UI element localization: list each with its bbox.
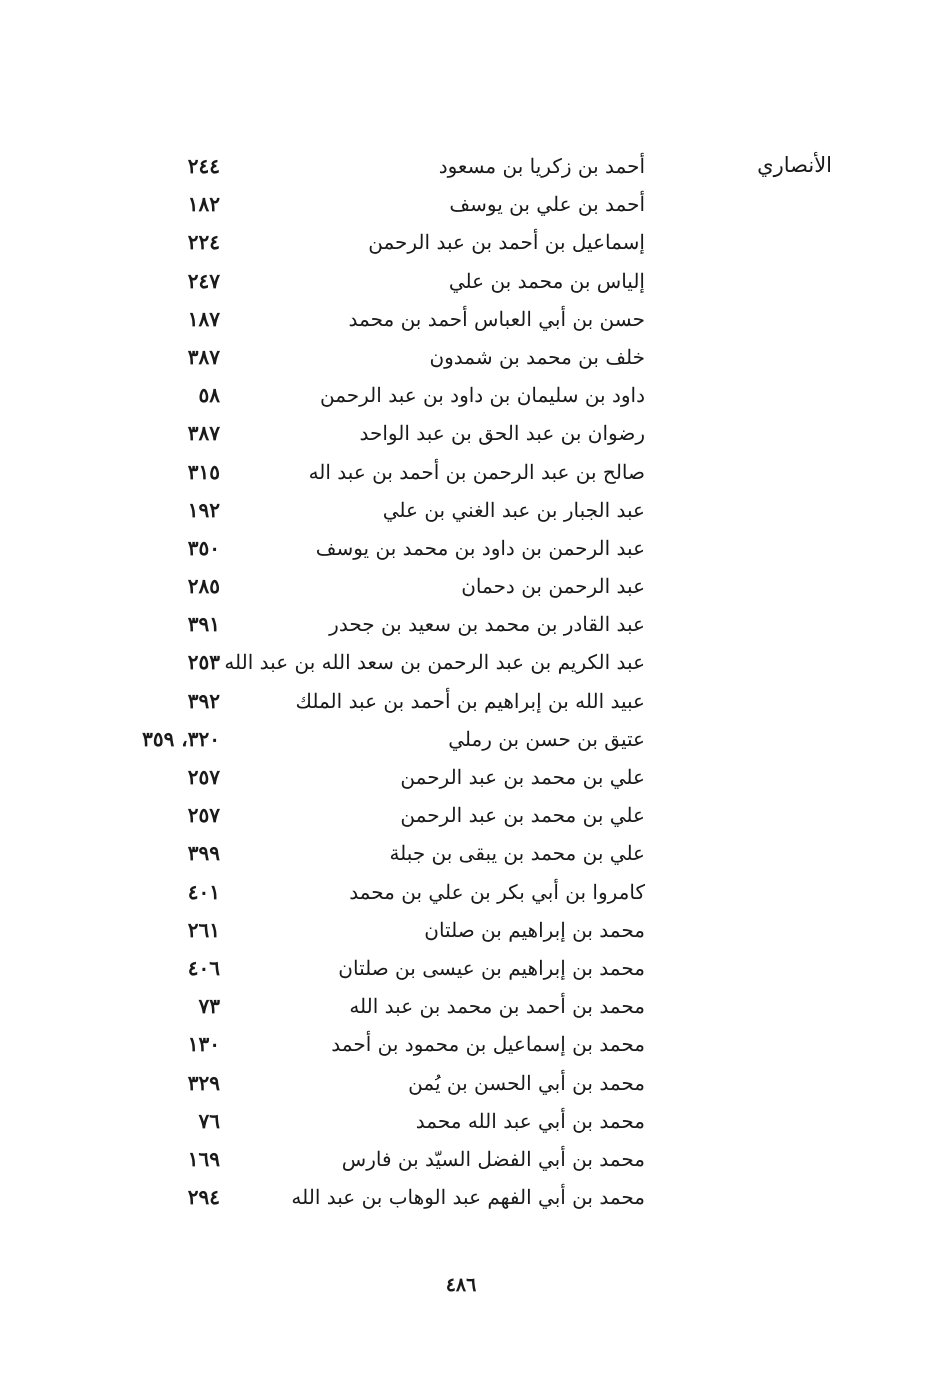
- index-entry: [0, 722, 940, 760]
- entry-page-numbers: ٣٥٠: [187, 535, 220, 560]
- index-entry: [0, 645, 940, 683]
- entry-name: عبد الرحمن بن دحمان: [461, 574, 645, 599]
- index-entry: [0, 302, 940, 340]
- index-entry: [0, 187, 940, 225]
- entry-page-numbers: ٧٣: [198, 994, 220, 1019]
- index-entry: [0, 1104, 940, 1142]
- entry-page-numbers: ١٨٢: [187, 192, 220, 217]
- entry-page-numbers: ٣٩٩: [187, 841, 220, 866]
- index-entry: [0, 149, 940, 187]
- entry-name: إسماعيل بن أحمد بن عبد الرحمن: [368, 230, 645, 255]
- entry-name: عبد الرحمن بن داود بن محمد بن يوسف: [315, 535, 645, 560]
- entry-page-numbers: ٣٢٠، ٣٥٩: [142, 726, 220, 751]
- entry-name: محمد بن إبراهيم بن صلتان: [424, 917, 645, 942]
- index-entry: [0, 569, 940, 607]
- index-entry: [0, 760, 940, 798]
- index-entry: [0, 264, 940, 302]
- entry-page-numbers: ٢٢٤: [187, 230, 220, 255]
- entry-page-numbers: ٣٩٢: [187, 688, 220, 713]
- entry-page-numbers: ٢٥٣: [187, 650, 220, 675]
- entry-page-numbers: ٥٨: [198, 383, 220, 408]
- entry-name: محمد بن إبراهيم بن عيسى بن صلتان: [338, 955, 645, 980]
- entry-page-numbers: ٤٠٦: [187, 955, 220, 980]
- entry-page-numbers: ٣٨٧: [187, 344, 220, 369]
- index-entry: [0, 684, 940, 722]
- entry-page-numbers: ٣٢٩: [187, 1070, 220, 1095]
- index-entry: [0, 1180, 940, 1218]
- index-entry: [0, 1142, 940, 1180]
- index-entry: [0, 1066, 940, 1104]
- entry-name: عبد الكريم بن عبد الرحمن بن سعد الله بن عبد الله: [224, 650, 645, 675]
- entry-page-numbers: ٢٥٧: [187, 803, 220, 828]
- entry-page-numbers: ١٦٩: [187, 1146, 220, 1171]
- entry-page-numbers: ٢٨٥: [187, 574, 220, 599]
- entry-page-numbers: ٢٩٤: [187, 1185, 220, 1210]
- index-entry: [0, 913, 940, 951]
- entry-name: عبد القادر بن محمد بن سعيد بن جحدر: [329, 612, 645, 637]
- entry-page-numbers: ٣٩١: [187, 612, 220, 637]
- entry-name: محمد بن أبي عبد الله محمد: [415, 1108, 645, 1133]
- entry-name: رضوان بن عبد الحق بن عبد الواحد: [359, 421, 645, 446]
- index-entry: [0, 798, 940, 836]
- entry-page-numbers: ٣٨٧: [187, 421, 220, 446]
- entry-name: عتيق بن حسن بن رملي: [448, 726, 645, 751]
- index-entry: [0, 836, 940, 874]
- entry-name: محمد بن أبي الحسن بن يُمن: [408, 1070, 645, 1095]
- entry-page-numbers: ٤٠١: [187, 879, 220, 904]
- entry-name: حسن بن أبي العباس أحمد بن محمد: [348, 306, 645, 331]
- index-entry: [0, 493, 940, 531]
- entry-name: محمد بن أحمد بن محمد بن عبد الله: [349, 994, 645, 1019]
- entry-name: داود بن سليمان بن داود بن عبد الرحمن: [320, 383, 645, 408]
- index-entry: [0, 607, 940, 645]
- entry-name: محمد بن أبي الفضل السيّد بن فارس: [341, 1146, 645, 1171]
- entry-name: إلياس بن محمد بن علي: [448, 268, 645, 293]
- entry-name: صالح بن عبد الرحمن بن أحمد بن عبد اله: [308, 459, 645, 484]
- index-entry: [0, 951, 940, 989]
- entry-page-numbers: ١٣٠: [187, 1032, 220, 1057]
- index-entry-list: [0, 149, 940, 1218]
- entry-name: أحمد بن علي بن يوسف: [449, 192, 645, 217]
- index-entry: [0, 1027, 940, 1065]
- entry-name: علي بن محمد بن عبد الرحمن: [400, 803, 645, 828]
- entry-name: علي بن محمد بن يبقى بن جبلة: [389, 841, 645, 866]
- entry-name: خلف بن محمد بن شمدون: [429, 344, 645, 369]
- entry-page-numbers: ٧٦: [198, 1108, 220, 1133]
- entry-page-numbers: ٢٦١: [187, 917, 220, 942]
- entry-name: محمد بن أبي الفهم عبد الوهاب بن عبد الله: [291, 1185, 645, 1210]
- index-entry: [0, 416, 940, 454]
- index-entry: [0, 455, 940, 493]
- entry-page-numbers: ٣١٥: [187, 459, 220, 484]
- entry-name: أحمد بن زكريا بن مسعود: [438, 154, 645, 178]
- entry-page-numbers: ٢٤٤: [187, 154, 220, 178]
- index-entry: [0, 225, 940, 263]
- entry-page-numbers: ٢٥٧: [187, 765, 220, 789]
- entry-name: علي بن محمد بن عبد الرحمن: [400, 765, 645, 789]
- entry-name: محمد بن إسماعيل بن محمود بن أحمد: [331, 1032, 645, 1057]
- index-entry: [0, 378, 940, 416]
- entry-name: عبيد الله بن إبراهيم بن أحمد بن عبد الملك: [295, 688, 645, 713]
- entry-name: عبد الجبار بن عبد الغني بن علي: [382, 497, 645, 522]
- index-entry: [0, 531, 940, 569]
- entry-page-numbers: ١٨٧: [187, 306, 220, 331]
- entry-page-numbers: ٢٤٧: [187, 268, 220, 293]
- entry-page-numbers: ١٩٢: [187, 497, 220, 522]
- index-entry: [0, 989, 940, 1027]
- page-number: ٤٨٦: [445, 1274, 477, 1296]
- entry-name: كامروا بن أبي بكر بن علي بن محمد: [349, 879, 645, 904]
- index-heading: الأنصاري: [757, 153, 832, 177]
- index-entry: [0, 875, 940, 913]
- index-entry: [0, 340, 940, 378]
